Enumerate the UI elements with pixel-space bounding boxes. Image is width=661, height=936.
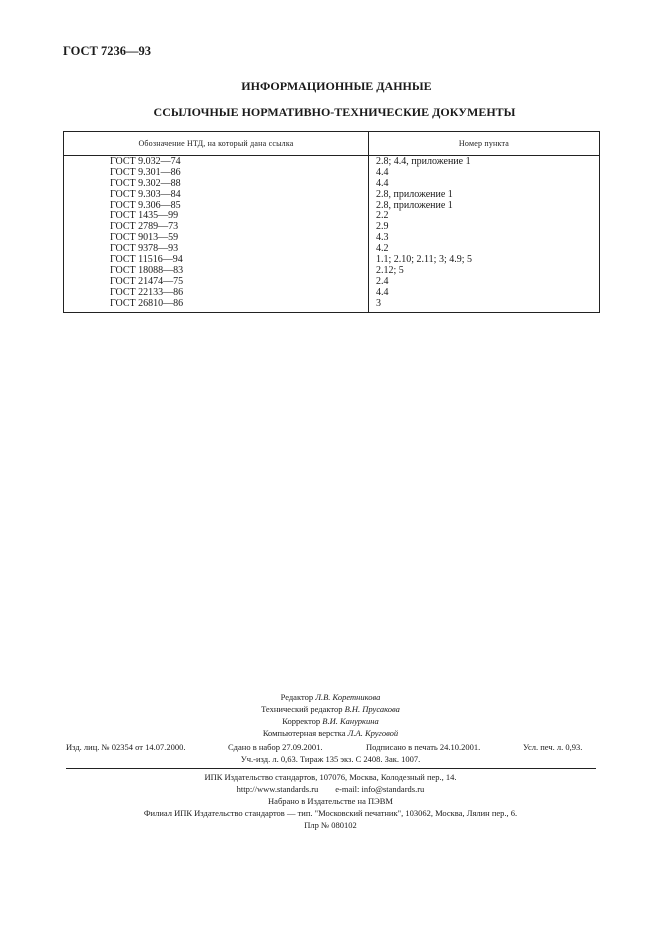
cell-document: ГОСТ 26810—86 — [110, 297, 184, 309]
cell-document: ГОСТ 21474—75 — [110, 275, 184, 287]
corrector-line — [0, 716, 661, 726]
table-row — [64, 299, 599, 310]
imprint-divider — [66, 768, 596, 769]
editor-name: Л.В. Коретникова — [315, 692, 381, 702]
print-sheets-text: Усл. печ. л. 0,93. — [523, 742, 583, 752]
cell-document: ГОСТ 9013—59 — [110, 232, 179, 244]
editor-line — [0, 692, 661, 702]
typeset-note: Набрано в Издательстве на ПЭВМ — [268, 796, 393, 806]
cell-clause: 4.4 — [376, 177, 389, 189]
cell-document: ГОСТ 2789—73 — [110, 221, 179, 233]
cell-document: ГОСТ 9.303—84 — [110, 188, 181, 200]
cell-clause: 3 — [376, 297, 381, 309]
cell-clause: 4.4 — [376, 166, 389, 178]
sent-to-set-text: Сдано в набор 27.09.2001. — [228, 742, 323, 752]
cell-clause: 4.3 — [376, 232, 389, 244]
corrector-name: В.И. Кануркина — [322, 716, 379, 726]
document-code: ГОСТ 7236—93 — [63, 44, 152, 58]
cell-clause: 2.9 — [376, 221, 389, 233]
cell-document: ГОСТ 1435—99 — [110, 210, 179, 222]
cell-clause: 4.2 — [376, 243, 389, 255]
cell-clause: 4.4 — [376, 286, 389, 298]
tech-editor-line — [0, 704, 661, 714]
cell-clause: 2.2 — [376, 210, 389, 222]
cell-document: ГОСТ 11516—94 — [110, 254, 183, 266]
header-clause-number: Номер пункта — [458, 139, 510, 148]
publisher-address: ИПК Издательство стандартов, 107076, Москва, Колодезный пер., 14. — [204, 772, 457, 782]
subsection-title: ССЫЛОЧНЫЕ НОРМАТИВНО-ТЕХНИЧЕСКИЕ ДОКУМЕНТЫ — [153, 105, 516, 119]
layout-line — [0, 728, 661, 738]
section-title: ИНФОРМАЦИОННЫЕ ДАННЫЕ — [241, 79, 432, 93]
web-email: http://www.standards.ru e-mail: info@standards.ru — [236, 784, 425, 794]
layout-role: Компьютерная верстка — [262, 728, 346, 738]
table-row — [64, 288, 599, 299]
cell-clause: 1.1; 2.10; 2.11; 3; 4.9; 5 — [376, 254, 473, 266]
license-text: Изд. лиц. № 02354 от 14.07.2000. — [66, 742, 186, 752]
cell-clause: 2.8, приложение 1 — [376, 199, 453, 211]
header-document-designation: Обозначение НТД, на который дана ссылка — [138, 139, 294, 148]
cell-document: ГОСТ 9.032—74 — [110, 156, 181, 167]
references-table — [63, 131, 600, 313]
cell-document: ГОСТ 9378—93 — [110, 243, 179, 255]
cell-clause: 2.8, приложение 1 — [376, 188, 453, 200]
table-row — [64, 190, 599, 201]
publication-details: Уч.-изд. л. 0,63. Тираж 135 экз. С 2408. Зак. 1007. — [240, 754, 421, 764]
editor-role: Редактор — [280, 692, 314, 702]
cell-document: ГОСТ 22133—86 — [110, 286, 184, 298]
cell-clause: 2.4 — [376, 275, 389, 287]
cell-document: ГОСТ 9.302—88 — [110, 177, 181, 189]
plr-number: Плр № 080102 — [304, 820, 357, 830]
table-body — [64, 157, 599, 309]
signed-to-print-text: Подписано в печать 24.10.2001. — [366, 742, 481, 752]
cell-clause: 2.12; 5 — [376, 264, 404, 276]
layout-name: Л.А. Круговой — [347, 728, 399, 738]
table-header-row — [64, 132, 599, 156]
branch-address: Филиал ИПК Издательство стандартов — тип. "Московский печатник", 103062, Москва, Лялин пер., 6. — [143, 808, 518, 818]
corrector-role: Корректор — [282, 716, 321, 726]
cell-document: ГОСТ 9.301—86 — [110, 166, 181, 178]
tech-editor-name: В.Н. Прусакова — [344, 704, 400, 714]
tech-editor-role: Технический редактор — [261, 704, 343, 714]
cell-clause: 2.8; 4.4, приложение 1 — [376, 156, 471, 167]
cell-document: ГОСТ 18088—83 — [110, 264, 184, 276]
cell-document: ГОСТ 9.306—85 — [110, 199, 181, 211]
